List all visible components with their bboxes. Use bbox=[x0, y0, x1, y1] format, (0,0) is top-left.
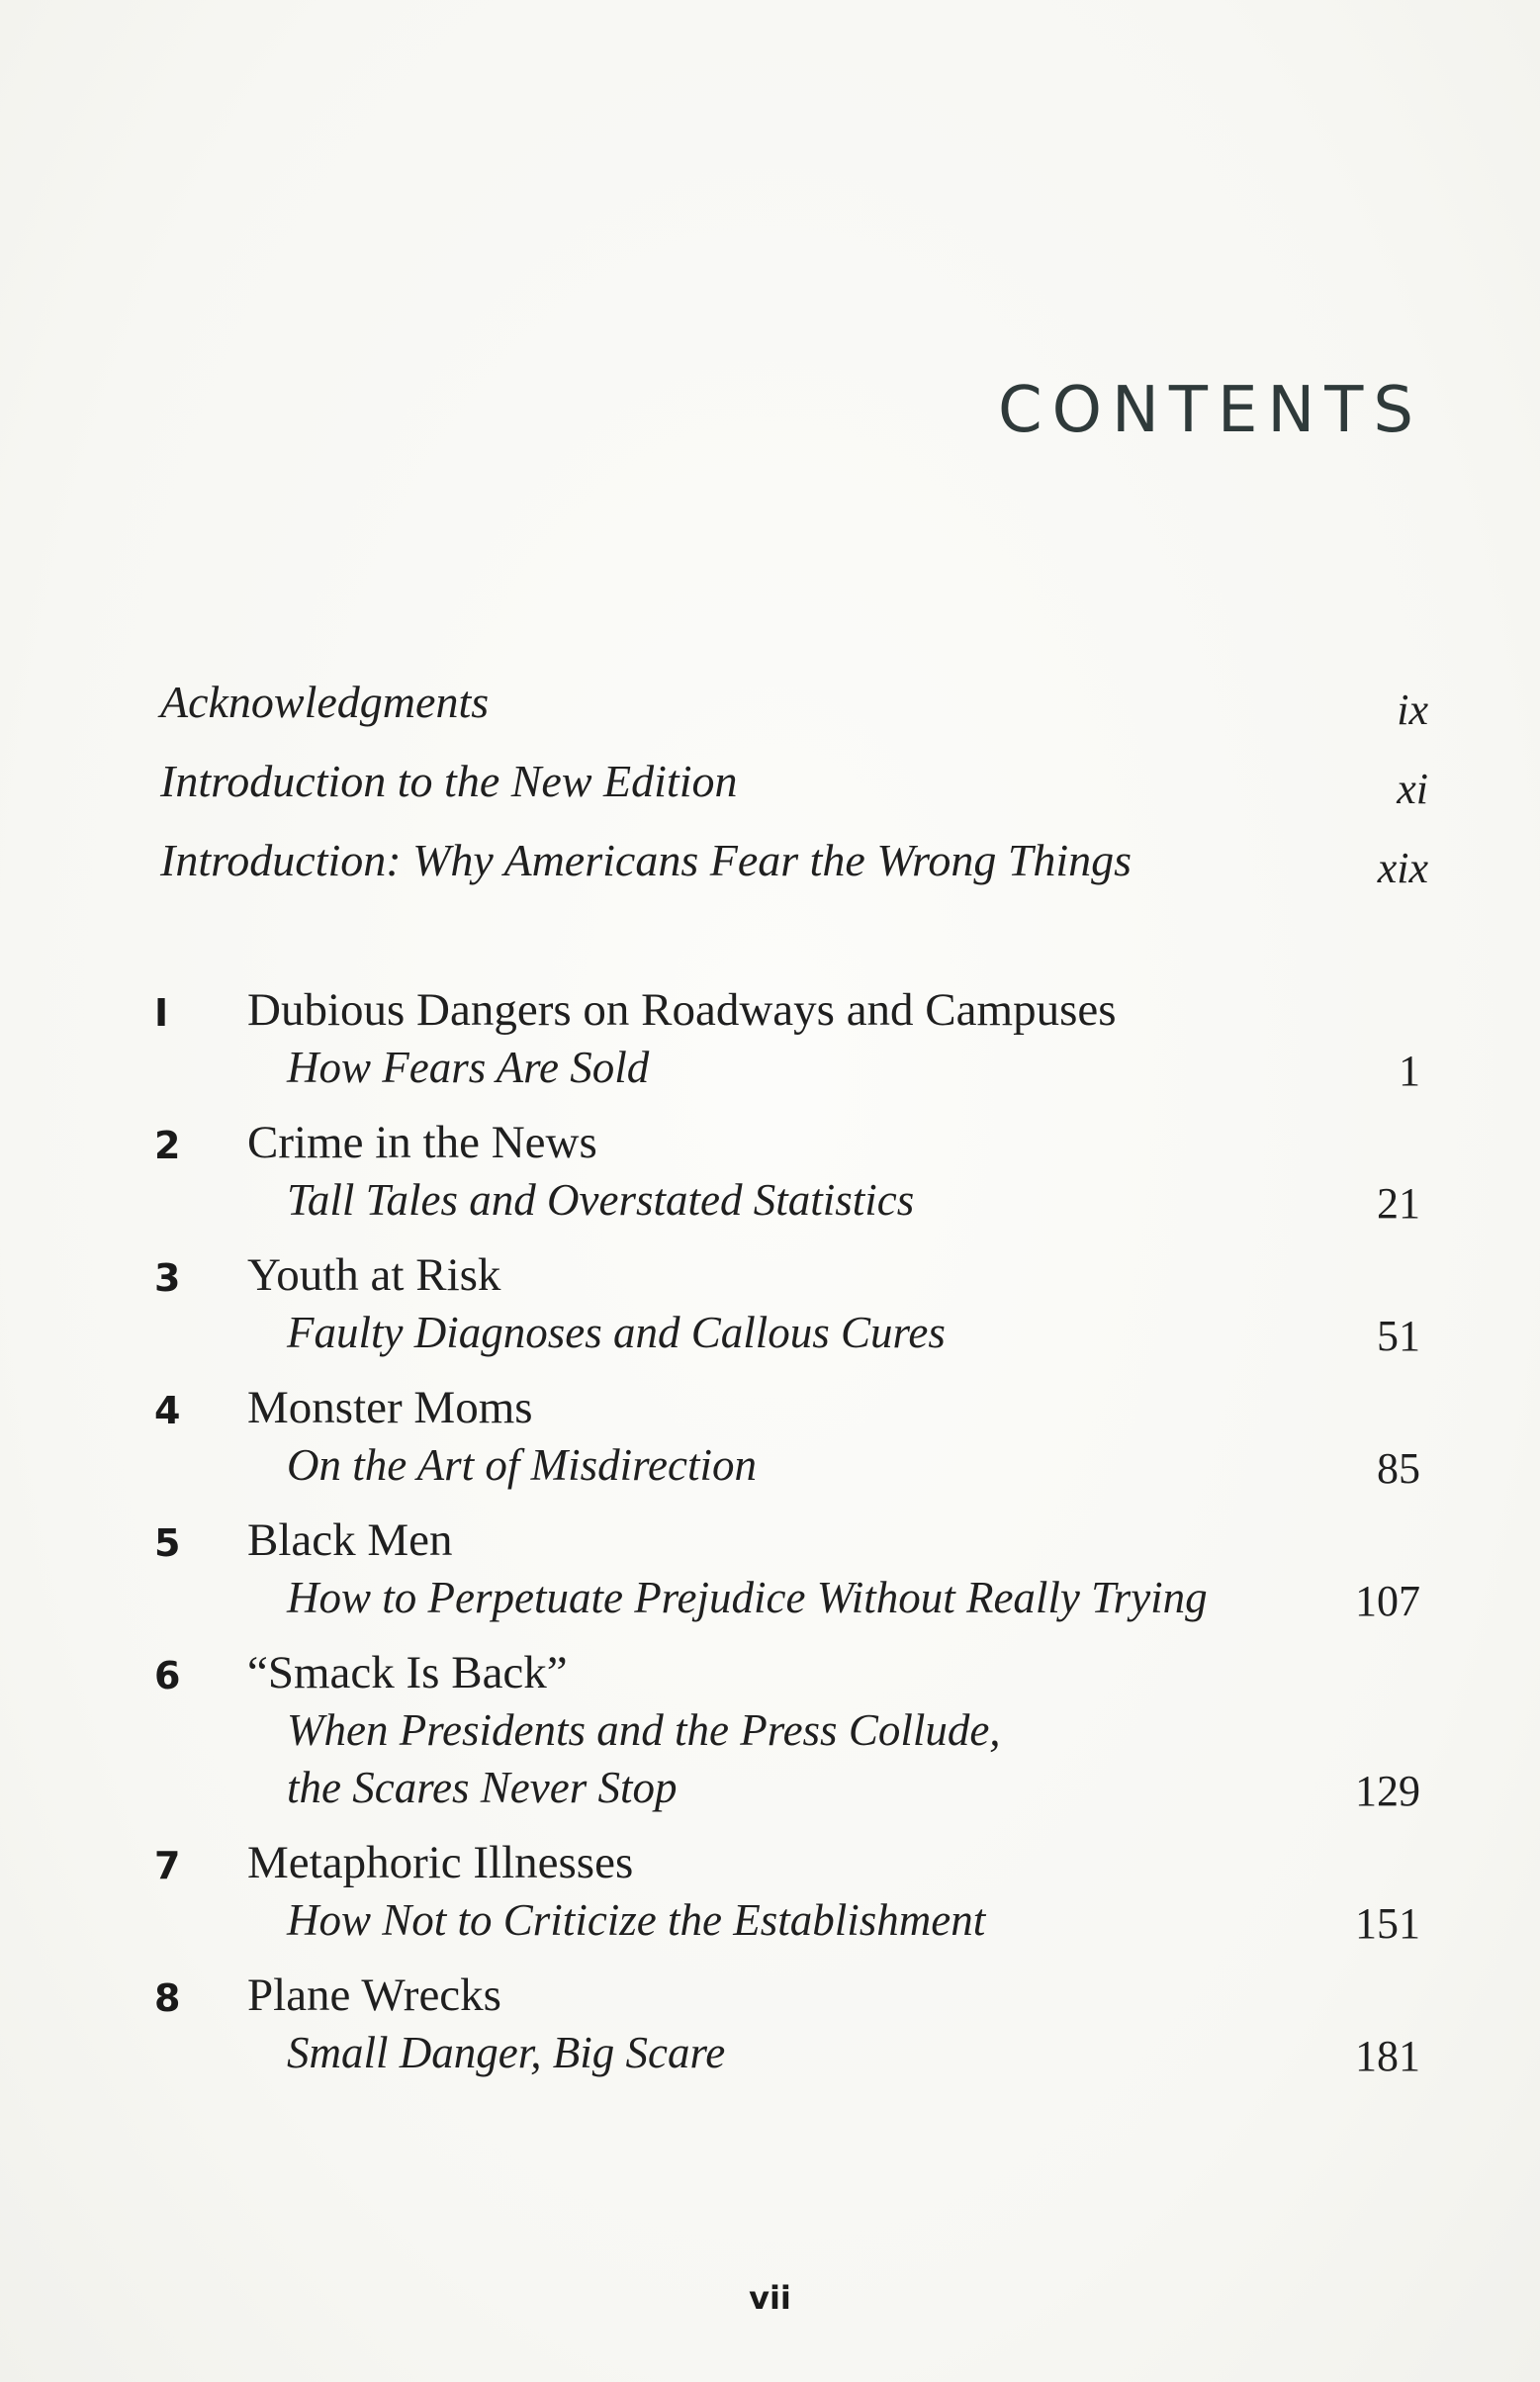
chapter-page: 107 bbox=[1355, 1577, 1420, 1625]
front-matter-label: Introduction to the New Edition bbox=[160, 756, 738, 806]
chapter-entry bbox=[148, 1114, 1420, 1229]
chapter-subtitle-block bbox=[287, 1891, 1420, 1949]
chapter-page: 129 bbox=[1355, 1767, 1420, 1815]
chapter-subtitle: On the Art of Misdirection bbox=[287, 1440, 757, 1490]
chapter-page: 21 bbox=[1377, 1179, 1420, 1228]
chapter-entry bbox=[148, 1644, 1420, 1816]
chapter-entry bbox=[148, 1967, 1420, 2081]
chapter-page: 51 bbox=[1377, 1312, 1420, 1360]
chapter-number: 5 bbox=[154, 1521, 181, 1565]
chapter-title: Metaphoric Illnesses bbox=[247, 1837, 634, 1888]
front-matter-list bbox=[160, 673, 1428, 910]
chapter-subtitle-block bbox=[287, 1304, 1420, 1361]
front-matter-page: xi bbox=[1397, 765, 1428, 813]
front-matter-page: ix bbox=[1397, 686, 1428, 734]
chapter-page: 151 bbox=[1355, 1899, 1420, 1948]
chapter-subtitle: When Presidents and the Press Collude, bbox=[287, 1705, 1001, 1755]
chapter-subtitle-block bbox=[287, 1039, 1420, 1096]
chapter-subtitle-block bbox=[287, 1436, 1420, 1494]
chapter-number: 2 bbox=[154, 1124, 181, 1167]
chapter-subtitle: Faulty Diagnoses and Callous Cures bbox=[287, 1308, 946, 1357]
chapter-subtitle: Tall Tales and Overstated Statistics bbox=[287, 1175, 915, 1225]
front-matter-label: Introduction: Why Americans Fear the Wrong Things bbox=[160, 835, 1132, 885]
front-matter-item bbox=[160, 752, 1428, 831]
chapter-entry bbox=[148, 1246, 1420, 1361]
chapter-entry bbox=[148, 981, 1420, 1096]
chapter-title: Black Men bbox=[247, 1514, 453, 1566]
chapter-subtitle: Small Danger, Big Scare bbox=[287, 2028, 726, 2077]
chapter-title: Monster Moms bbox=[247, 1382, 533, 1433]
chapter-title: Dubious Dangers on Roadways and Campuses bbox=[247, 984, 1117, 1036]
chapter-subtitle: How to Perpetuate Prejudice Without Really Trying bbox=[287, 1573, 1208, 1622]
chapter-subtitle: the Scares Never Stop bbox=[287, 1763, 678, 1812]
chapter-title: Crime in the News bbox=[247, 1117, 597, 1168]
page-title: CONTENTS bbox=[997, 374, 1423, 447]
front-matter-label: Acknowledgments bbox=[160, 677, 490, 727]
page-number: vii bbox=[749, 2279, 791, 2317]
chapter-page: 181 bbox=[1355, 2032, 1420, 2080]
chapter-title: “Smack Is Back” bbox=[247, 1647, 568, 1698]
chapter-page: 85 bbox=[1377, 1444, 1420, 1493]
chapter-subtitle: How Fears Are Sold bbox=[287, 1043, 650, 1092]
chapter-subtitle-block bbox=[287, 1569, 1420, 1626]
chapter-number: 8 bbox=[154, 1976, 181, 2020]
chapter-entry bbox=[148, 1512, 1420, 1626]
chapter-number: 3 bbox=[154, 1256, 181, 1300]
chapter-subtitle-block bbox=[287, 1171, 1420, 1229]
front-matter-item bbox=[160, 831, 1428, 910]
chapter-subtitle-block bbox=[287, 2024, 1420, 2081]
chapter-number: I bbox=[154, 991, 169, 1035]
chapter-number: 7 bbox=[154, 1844, 181, 1887]
front-matter-item bbox=[160, 673, 1428, 752]
chapter-entry bbox=[148, 1834, 1420, 1949]
chapter-page: 1 bbox=[1399, 1047, 1420, 1095]
chapter-subtitle-block bbox=[287, 1701, 1420, 1816]
front-matter-page: xix bbox=[1377, 844, 1428, 892]
chapter-title: Plane Wrecks bbox=[247, 1970, 501, 2021]
chapter-number: 6 bbox=[154, 1654, 181, 1697]
chapter-subtitle: How Not to Criticize the Establishment bbox=[287, 1895, 986, 1945]
chapter-title: Youth at Risk bbox=[247, 1249, 501, 1301]
chapter-number: 4 bbox=[154, 1389, 181, 1432]
chapter-list bbox=[148, 981, 1420, 2099]
chapter-entry bbox=[148, 1379, 1420, 1494]
